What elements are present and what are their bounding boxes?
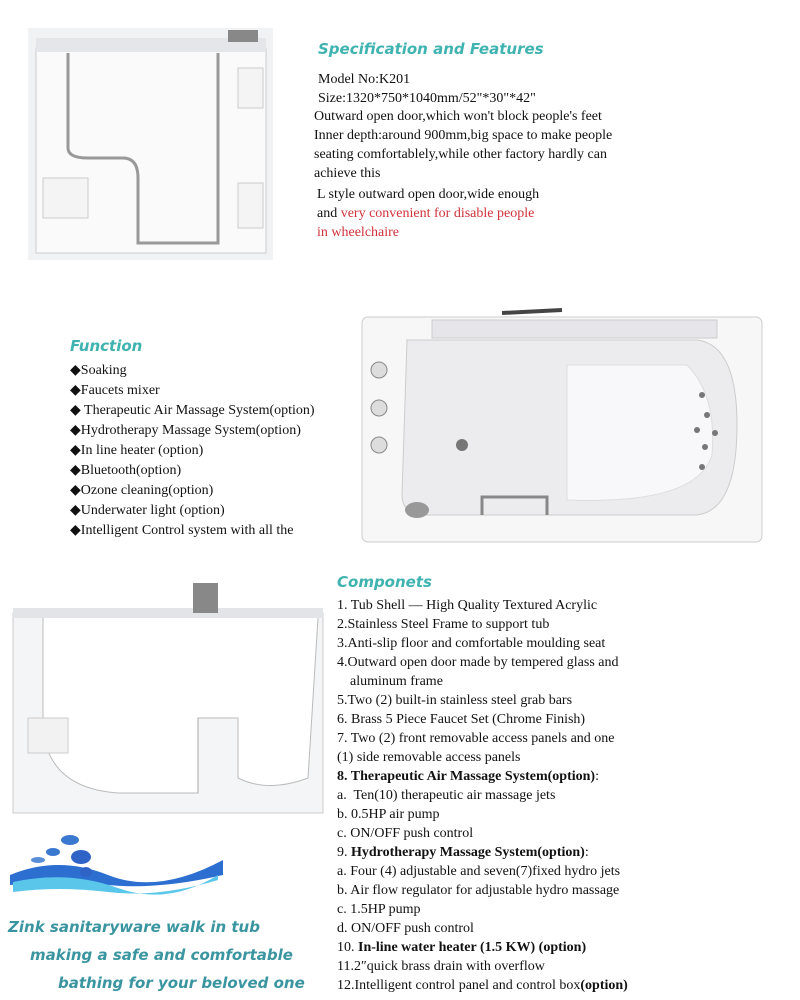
component-text: 11.2″quick brass drain with overflow xyxy=(337,959,545,974)
component-item xyxy=(337,863,620,881)
component-text: : xyxy=(584,845,589,860)
component-item xyxy=(337,749,520,767)
component-item xyxy=(337,635,605,653)
component-item xyxy=(337,920,474,938)
spec-line: L style outward open door,wide enough xyxy=(317,187,540,202)
component-text: 9. xyxy=(337,845,351,860)
function-item-label: In line heater (option) xyxy=(80,443,204,458)
slogan-line: making a safe and comfortable xyxy=(30,946,293,964)
function-heading: Function xyxy=(70,337,143,355)
component-text: b. Air flow regulator for adjustable hydro massage xyxy=(337,883,620,898)
component-text: 5.Two (2) built-in stainless steel grab bars xyxy=(337,693,573,708)
component-item xyxy=(337,654,618,672)
component-bold-text: Hydrotherapy Massage System(option) xyxy=(351,845,585,860)
components-heading: Componets xyxy=(337,573,432,591)
component-item xyxy=(337,882,619,900)
function-item xyxy=(70,522,293,539)
slogan-line: Zink sanitaryware walk in tub xyxy=(8,918,260,936)
walk-in-tub-front-image xyxy=(28,28,273,260)
function-item-label: Hydrotherapy Massage System(option) xyxy=(80,423,301,438)
function-item xyxy=(70,402,315,419)
component-text: b. 0.5HP air pump xyxy=(337,807,440,822)
component-text: a. Ten(10) therapeutic air massage jets xyxy=(337,788,556,803)
spec-text: and xyxy=(317,206,341,221)
component-item xyxy=(350,673,443,691)
function-item xyxy=(70,422,301,439)
component-text: (1) side removable access panels xyxy=(337,750,521,765)
function-item-label: Intelligent Control system with all the xyxy=(80,523,294,538)
component-item xyxy=(337,768,599,786)
diamond-bullet-icon: ◆ xyxy=(70,423,81,438)
function-item xyxy=(70,462,181,479)
component-bold-text: (option) xyxy=(580,978,628,993)
component-item xyxy=(337,977,628,995)
component-item xyxy=(337,844,589,862)
function-item-label: Underwater light (option) xyxy=(80,503,225,518)
spec-highlight: very convenient for disable people xyxy=(340,206,535,221)
function-item-label: Bluetooth(option) xyxy=(80,463,182,478)
component-item xyxy=(337,787,555,805)
component-text: 6. Brass 5 Piece Faucet Set (Chrome Finish) xyxy=(337,712,586,727)
function-item-label: Faucets mixer xyxy=(80,383,160,398)
diamond-bullet-icon: ◆ xyxy=(70,403,81,418)
component-item xyxy=(337,730,615,748)
component-item xyxy=(337,939,586,957)
diamond-bullet-icon: ◆ xyxy=(70,383,81,398)
function-item-label: Therapeutic Air Massage System(option) xyxy=(80,403,315,418)
spec-line: Model No:K201 xyxy=(318,72,411,87)
component-item xyxy=(337,901,420,919)
component-item xyxy=(337,711,585,729)
component-text: c. ON/OFF push control xyxy=(337,826,474,841)
component-text: c. 1.5HP pump xyxy=(337,902,421,917)
component-item xyxy=(337,692,572,710)
component-text: 7. Two (2) front removable access panels and one xyxy=(337,731,615,746)
spec-line: Outward open door,which won't block people's feet xyxy=(314,109,602,124)
component-text: : xyxy=(595,769,599,784)
spec-line: seating comfortablely,while other factory hardly can xyxy=(314,147,607,162)
function-item xyxy=(70,482,213,499)
spec-heading: Specification and Features xyxy=(318,40,544,58)
component-text: 4.Outward open door made by tempered glass and xyxy=(337,655,619,670)
component-bold-text: In-line water heater (1.5 KW) (option) xyxy=(358,940,587,955)
component-text: a. Four (4) adjustable and seven(7)fixed hydro jets xyxy=(337,864,621,879)
component-item xyxy=(337,958,545,976)
walk-in-tub-top-view-image xyxy=(357,305,767,547)
function-item xyxy=(70,442,203,459)
component-item xyxy=(337,597,597,615)
diamond-bullet-icon: ◆ xyxy=(70,443,81,458)
component-item xyxy=(337,825,473,843)
component-item xyxy=(337,616,549,634)
spec-line: achieve this xyxy=(314,166,381,181)
diamond-bullet-icon: ◆ xyxy=(70,363,81,378)
component-text: 3.Anti-slip floor and comfortable moulding seat xyxy=(337,636,606,651)
diamond-bullet-icon: ◆ xyxy=(70,463,81,478)
spec-line xyxy=(317,205,534,223)
slogan-line: bathing for your beloved one xyxy=(58,974,305,992)
component-text: 2.Stainless Steel Frame to support tub xyxy=(337,617,550,632)
component-item xyxy=(337,806,440,824)
walk-in-tub-open-door-image xyxy=(8,578,330,820)
component-bold-text: 8. Therapeutic Air Massage System(option) xyxy=(337,769,596,784)
spec-highlight: in wheelchaire xyxy=(317,225,400,240)
diamond-bullet-icon: ◆ xyxy=(70,523,81,538)
component-text: 10. xyxy=(337,940,358,955)
component-text: d. ON/OFF push control xyxy=(337,921,474,936)
function-item xyxy=(70,362,127,379)
component-text: 12.Intelligent control panel and control box xyxy=(337,978,581,993)
function-item-label: Ozone cleaning(option) xyxy=(80,483,214,498)
function-item-label: Soaking xyxy=(80,363,127,378)
spec-line: Size:1320*750*1040mm/52"*30"*42" xyxy=(318,91,536,106)
diamond-bullet-icon: ◆ xyxy=(70,503,81,518)
component-text: 1. Tub Shell — High Quality Textured Acrylic xyxy=(337,598,598,613)
spec-line: Inner depth:around 900mm,big space to make people xyxy=(314,128,613,143)
function-item xyxy=(70,502,225,519)
diamond-bullet-icon: ◆ xyxy=(70,483,81,498)
component-text: aluminum frame xyxy=(350,674,443,689)
water-splash-logo xyxy=(8,830,223,905)
function-item xyxy=(70,382,160,399)
